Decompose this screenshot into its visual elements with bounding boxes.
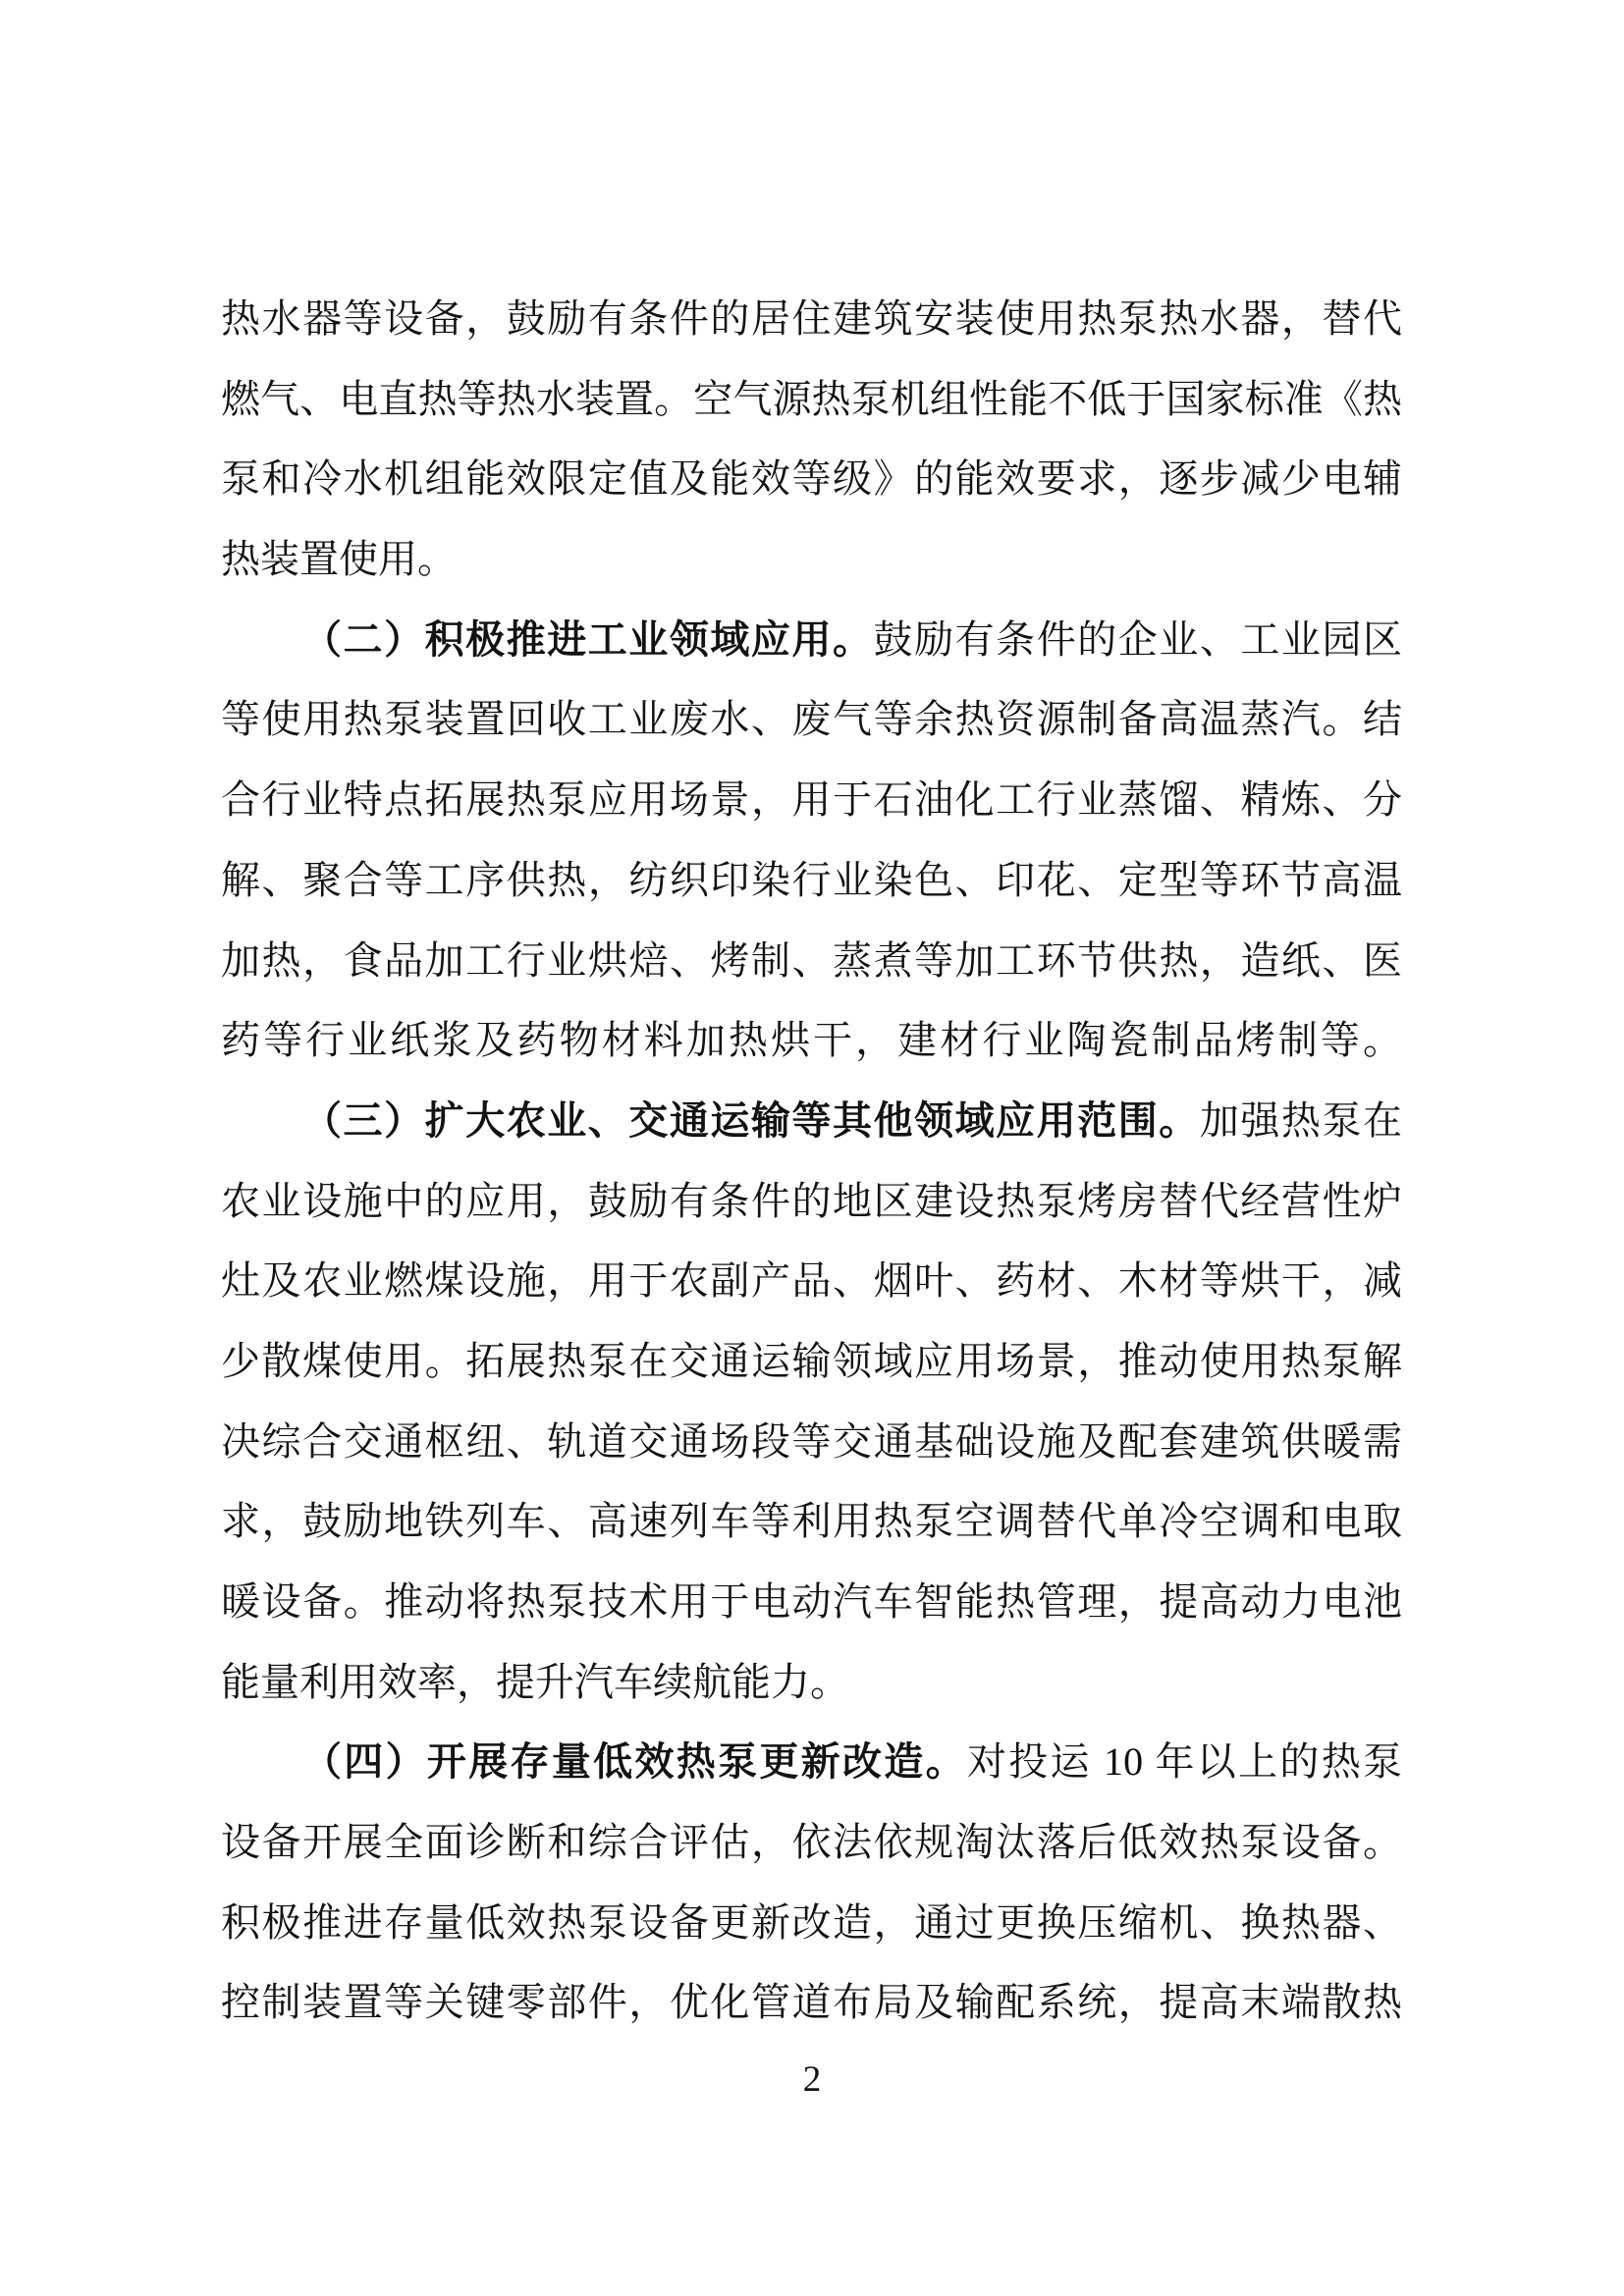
page-number: 2: [802, 2059, 822, 2100]
text-line: [221, 840, 1402, 921]
text-line: [221, 1481, 1402, 1562]
text-line: [221, 519, 1402, 600]
body-text-segment: 决综合交通枢纽、轨道交通场段等交通基础设施及配套建筑供暖需: [221, 1418, 1402, 1464]
body-text-segment: 加强热泵在: [1199, 1097, 1402, 1143]
text-line: [221, 439, 1402, 519]
body-text-segment: 合行业特点拓展热泵应用场景，用于石油化工行业蒸馏、精炼、分: [221, 777, 1402, 823]
body-text-segment: 求，鼓励地铁列车、高速列车等利用热泵空调替代单冷空调和电取: [221, 1499, 1402, 1544]
body-text-segment: 暖设备。推动将热泵技术用于电动汽车智能热管理，提高动力电池: [221, 1579, 1402, 1624]
body-text-segment: 等使用热泵装置回收工业废水、废气等余热资源制备高温蒸汽。结: [221, 697, 1402, 742]
body-text-segment: 设备开展全面诊断和综合评估，依法依规淘汰落后低效热泵设备。: [221, 1820, 1402, 1865]
text-line: [221, 1802, 1402, 1883]
body-text-segment: 加热，食品加工行业烘焙、烤制、蒸煮等加工环节供热，造纸、医: [221, 937, 1402, 983]
body-text-segment: 泵和冷水机组能效限定值及能效等级》的能效要求，逐步减少电辅: [221, 456, 1402, 502]
text-line: [221, 1962, 1402, 2043]
text-line: [221, 1241, 1402, 1321]
text-line: [221, 921, 1402, 1001]
text-line: [221, 1562, 1402, 1642]
text-line: [221, 1722, 1402, 1802]
text-line: [221, 1081, 1402, 1161]
text-line: [221, 359, 1402, 440]
body-text-segment: 能量利用效率，提升汽车续航能力。: [221, 1659, 849, 1704]
body-text: [221, 279, 1402, 2043]
text-line: [221, 1321, 1402, 1402]
body-text-segment: 少散煤使用。拓展热泵在交通运输领域应用场景，推动使用热泵解: [221, 1338, 1402, 1383]
text-line: [221, 1161, 1402, 1242]
text-line: [221, 1883, 1402, 1963]
text-line: [221, 1642, 1402, 1723]
text-line: [221, 1402, 1402, 1482]
section-heading: （二）积极推进工业领域应用。: [302, 616, 874, 662]
body-text-segment: 灶及农业燃煤设施，用于农副产品、烟叶、药材、木材等烘干，减: [221, 1258, 1402, 1304]
body-text-segment: 对投运 10 年以上的热泵: [966, 1739, 1402, 1785]
text-line: [221, 1000, 1402, 1081]
text-line: [221, 600, 1402, 680]
text-line: [221, 760, 1402, 840]
body-text-segment: 农业设施中的应用，鼓励有条件的地区建设热泵烤房替代经营性炉: [221, 1178, 1402, 1223]
body-text-segment: 热装置使用。: [221, 537, 457, 582]
body-text-segment: 燃气、电直热等热水装置。空气源热泵机组性能不低于国家标准《热: [221, 376, 1402, 421]
body-text-segment: 药等行业纸浆及药物材料加热烘干，建材行业陶瓷制品烤制等。: [221, 1018, 1402, 1063]
text-line: [221, 679, 1402, 760]
section-heading: （三）扩大农业、交通运输等其他领域应用范围。: [302, 1097, 1200, 1143]
text-line: [221, 279, 1402, 359]
body-text-segment: 热水器等设备，鼓励有条件的居住建筑安装使用热泵热水器，替代: [221, 296, 1402, 341]
body-text-segment: 解、聚合等工序供热，纺织印染行业染色、印花、定型等环节高温: [221, 857, 1402, 902]
body-text-segment: 积极推进存量低效热泵设备更新改造，通过更换压缩机、换热器、: [221, 1899, 1402, 1945]
body-text-segment: 鼓励有条件的企业、工业园区: [873, 616, 1402, 662]
body-text-segment: 控制装置等关键零部件，优化管道布局及输配系统，提高末端散热: [221, 1980, 1402, 2025]
section-heading: （四）开展存量低效热泵更新改造。: [302, 1739, 967, 1785]
